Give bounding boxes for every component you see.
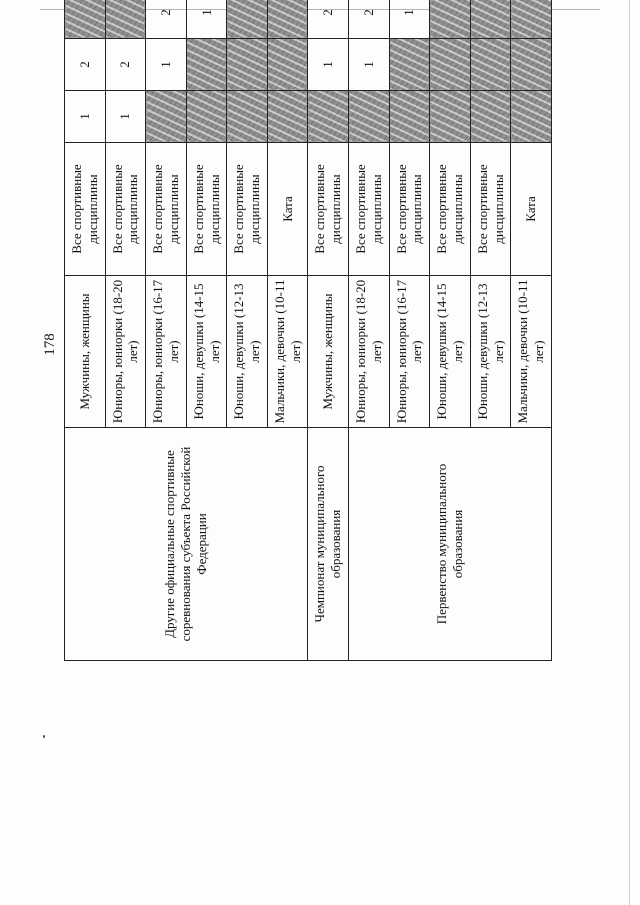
shaded-cell	[308, 91, 349, 143]
table-row	[308, 0, 349, 661]
place-cell: 1	[65, 91, 106, 143]
discipline-cell: Все спортивные дисциплины	[146, 143, 187, 276]
discipline-cell: Все спортивные дисциплины	[308, 143, 349, 276]
competition-cell: Первенство муниципального образования	[349, 428, 552, 661]
place-cell: 1	[146, 39, 187, 91]
shaded-cell	[227, 39, 268, 91]
discipline-cell: Все спортивные дисциплины	[186, 143, 227, 276]
shaded-cell	[430, 39, 471, 91]
place-cell: 2	[65, 39, 106, 91]
place-cell: 2	[308, 0, 349, 39]
age-group-cell: Юноши, девушки (12-13 лет)	[227, 276, 268, 428]
shaded-cell	[105, 0, 146, 39]
place-cell: 2	[105, 39, 146, 91]
table-row	[349, 0, 390, 661]
age-group-cell: Юноши, девушки (12-13 лет)	[470, 276, 511, 428]
shaded-cell	[430, 91, 471, 143]
shaded-cell	[267, 39, 308, 91]
age-group-cell: Юниоры, юниорки (16-17 лет)	[389, 276, 430, 428]
discipline-cell: Все спортивные дисциплины	[470, 143, 511, 276]
shaded-cell	[470, 91, 511, 143]
age-group-cell: Юниоры, юниорки (18-20 лет)	[349, 276, 390, 428]
scan-speck	[43, 735, 45, 738]
rotated-table-container	[42, 9, 552, 661]
competition-cell: Чемпионат муниципального образования	[308, 428, 349, 661]
shaded-cell	[227, 91, 268, 143]
shaded-cell	[389, 91, 430, 143]
shaded-cell	[430, 0, 471, 39]
age-group-cell: Юноши, девушки (14-15 лет)	[186, 276, 227, 428]
shaded-cell	[227, 0, 268, 39]
discipline-cell: Ката	[511, 143, 552, 276]
shaded-cell	[511, 0, 552, 39]
shaded-cell	[511, 91, 552, 143]
place-cell: 2	[146, 0, 187, 39]
shaded-cell	[186, 91, 227, 143]
discipline-cell: Все спортивные дисциплины	[389, 143, 430, 276]
discipline-cell: Все спортивные дисциплины	[65, 143, 106, 276]
shaded-cell	[186, 39, 227, 91]
age-group-cell: Юниоры, юниорки (18-20 лет)	[105, 276, 146, 428]
place-cell: 1	[349, 39, 390, 91]
shaded-cell	[349, 91, 390, 143]
age-group-cell: Мужчины, женщины	[308, 276, 349, 428]
shaded-cell	[267, 0, 308, 39]
shaded-cell	[65, 0, 106, 39]
ranks-table	[64, 0, 552, 661]
competition-cell: Другие официальные спортивные соревнования субъекта Российской Федерации	[65, 428, 308, 661]
shaded-cell	[267, 91, 308, 143]
shaded-cell	[511, 39, 552, 91]
age-group-cell: Мальчики, девочки (10-11 лет)	[267, 276, 308, 428]
place-cell: 1	[389, 0, 430, 39]
discipline-cell: Все спортивные дисциплины	[227, 143, 268, 276]
shaded-cell	[470, 39, 511, 91]
discipline-cell: Все спортивные дисциплины	[105, 143, 146, 276]
table-row	[65, 0, 106, 661]
page-number: 178	[42, 333, 58, 356]
discipline-cell: Все спортивные дисциплины	[430, 143, 471, 276]
place-cell: 1	[105, 91, 146, 143]
age-group-cell: Юниоры, юниорки (16-17 лет)	[146, 276, 187, 428]
place-cell: 2	[349, 0, 390, 39]
shaded-cell	[389, 39, 430, 91]
ranks-table-body	[65, 0, 552, 661]
shaded-cell	[470, 0, 511, 39]
discipline-cell: Ката	[267, 143, 308, 276]
discipline-cell: Все спортивные дисциплины	[349, 143, 390, 276]
place-cell: 1	[186, 0, 227, 39]
age-group-cell: Мужчины, женщины	[65, 276, 106, 428]
place-cell: 1	[308, 39, 349, 91]
shaded-cell	[146, 91, 187, 143]
age-group-cell: Мальчики, девочки (10-11 лет)	[511, 276, 552, 428]
age-group-cell: Юноши, девушки (14-15 лет)	[430, 276, 471, 428]
scan-edge-right	[629, 0, 630, 905]
